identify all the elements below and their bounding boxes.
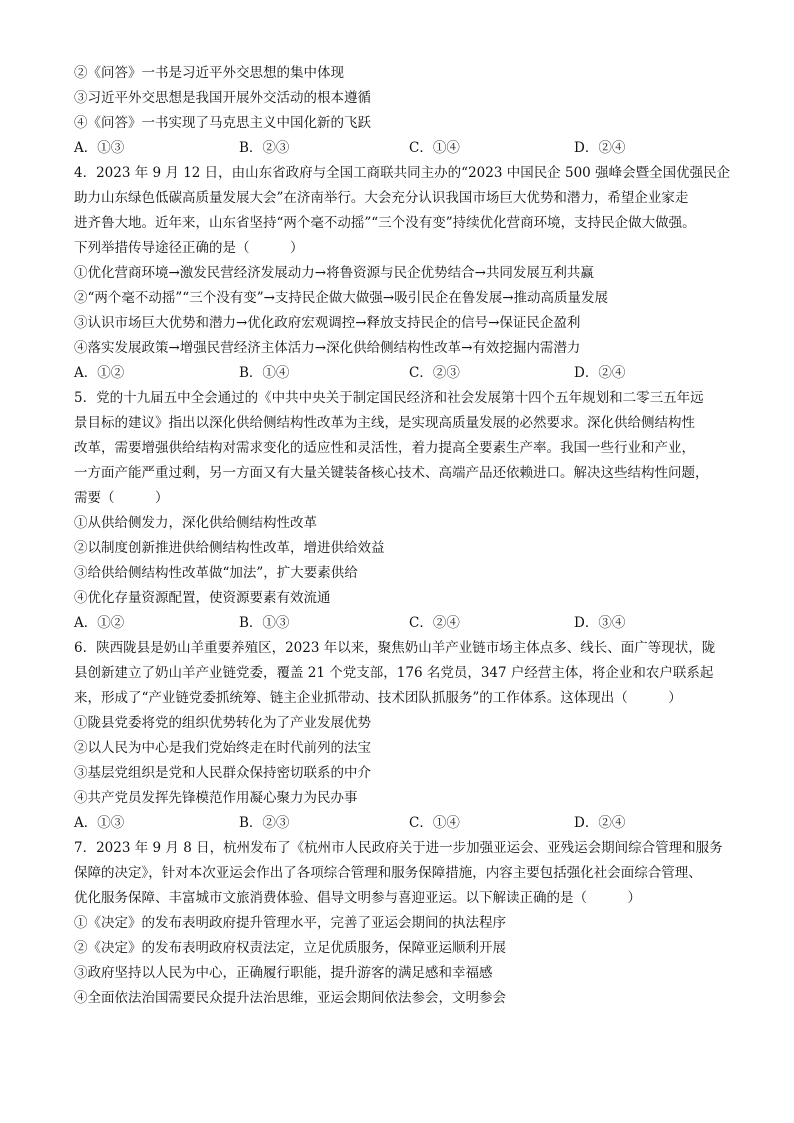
q4-option-c: C．②③ bbox=[409, 365, 460, 381]
q5-stem-line: 需要（ ） bbox=[74, 490, 169, 506]
q4-option-b: B．①④ bbox=[239, 365, 290, 381]
q4-stem-line: 进齐鲁大地。近年来，山东省坚持“两个毫不动摇”“三个没有变”持续优化营商环境，支持民企做大做强。 bbox=[74, 215, 696, 231]
q3-options bbox=[74, 139, 734, 157]
q5-statement-4: ④优化存量资源配置，使资源要素有效流通 bbox=[74, 590, 331, 606]
q4-option-a: A．①② bbox=[74, 365, 125, 381]
q5-option-c: C．②④ bbox=[409, 615, 460, 631]
q3-option-b: B．②③ bbox=[239, 140, 290, 156]
q3-option-a: A．①③ bbox=[74, 140, 125, 156]
q3-option-d: D．②④ bbox=[574, 140, 626, 156]
q7-stem-line: 保障的决定》，针对本次亚运会作出了各项综合管理和服务保障措施，内容主要包括强化社会面综合管理、 bbox=[74, 865, 702, 881]
q4-statement-1: ①优化营商环境→激发民营经济发展动力→将鲁资源与民企优势结合→共同发展互利共赢 bbox=[74, 265, 594, 281]
q5-option-a: A．①② bbox=[74, 615, 125, 631]
q7-statement-2: ②《决定》的发布表明政府权责法定，立足优质服务，保障亚运顺利开展 bbox=[74, 940, 506, 956]
q3-option-c: C．①④ bbox=[409, 140, 460, 156]
q6-stem-line: 6．陕西陇县是奶山羊重要养殖区，2023 年以来，聚焦奶山羊产业链市场主体点多、线长、面广等现状，陇 bbox=[74, 640, 716, 656]
q6-option-c: C．①④ bbox=[409, 815, 460, 831]
q6-stem-line: 县创新建立了奶山羊产业链党委，覆盖 21 个党支部，176 名党员，347 户经营主体，将企业和农户联系起 bbox=[74, 665, 714, 681]
q3-statement-4: ④《问答》一书实现了马克思主义中国化新的飞跃 bbox=[74, 115, 371, 131]
q7-statement-3: ③政府坚持以人民为中心，正确履行职能，提升游客的满足感和幸福感 bbox=[74, 965, 493, 981]
q4-stem-line: 下列举措传导途径正确的是（ ） bbox=[74, 240, 304, 256]
q5-stem-line: 改革，需要增强供给结构对需求变化的适应性和灵活性，着力提高全要素生产率。我国一些行业和产业， bbox=[74, 440, 695, 456]
q3-statement-3: ③习近平外交思想是我国开展外交活动的根本遵循 bbox=[74, 90, 371, 106]
q6-statement-1: ①陇县党委将党的组织优势转化为了产业发展优势 bbox=[74, 715, 371, 731]
q7-statement-4: ④全面依法治国需要民众提升法治思维，亚运会期间依法参会，文明参会 bbox=[74, 990, 506, 1006]
q5-options bbox=[74, 614, 734, 632]
q6-statement-2: ②以人民为中心是我们党始终走在时代前列的法宝 bbox=[74, 740, 371, 756]
q5-stem-line: 一方面产能严重过剩，另一方面又有大量关键装备核心技术、高端产品还依赖进口。解决这些结构性问题， bbox=[74, 465, 709, 481]
q6-stem-line: 来，形成了“产业链党委抓统筹、链主企业抓带动、技术团队抓服务”的工作体系。这体现出（ ） bbox=[74, 690, 682, 706]
q5-option-d: D．③④ bbox=[574, 615, 626, 631]
q5-stem-line: 5．党的十九届五中全会通过的《中共中央关于制定国民经济和社会发展第十四个五年规划和二零三五年远 bbox=[74, 390, 704, 406]
q5-statement-3: ③给供给侧结构性改革做“加法”，扩大要素供给 bbox=[74, 565, 358, 581]
q5-option-b: B．①③ bbox=[239, 615, 290, 631]
q7-statement-1: ①《决定》的发布表明政府提升管理水平，完善了亚运会期间的执法程序 bbox=[74, 915, 506, 931]
q5-statement-1: ①从供给侧发力，深化供给侧结构性改革 bbox=[74, 515, 317, 531]
q4-statement-2: ②“两个毫不动摇”“三个没有变”→支持民企做大做强→吸引民企在鲁发展→推动高质量发展 bbox=[74, 290, 609, 306]
q6-statement-4: ④共产党员发挥先锋模范作用凝心聚力为民办事 bbox=[74, 790, 358, 806]
q6-option-b: B．②③ bbox=[239, 815, 290, 831]
q6-statement-3: ③基层党组织是党和人民群众保持密切联系的中介 bbox=[74, 765, 371, 781]
q7-stem-line: 优化服务保障、丰富城市文旅消费体验、倡导文明参与喜迎亚运。以下解读正确的是（ ） bbox=[74, 890, 641, 906]
q4-stem-line: 4．2023 年 9 月 12 日，由山东省政府与全国工商联共同主办的“2023 中国民企 500 强峰会暨全国优强民企 bbox=[74, 165, 731, 181]
q6-option-d: D．②④ bbox=[574, 815, 626, 831]
q6-option-a: A．①③ bbox=[74, 815, 125, 831]
q4-stem-line: 助力山东绿色低碳高质量发展大会”在济南举行。大会充分认识我国市场巨大优势和潜力，希望企业家走 bbox=[74, 190, 689, 206]
q5-stem-line: 景目标的建议》指出以深化供给侧结构性改革为主线，是实现高质量发展的必然要求。深化供给侧结构性 bbox=[74, 415, 695, 431]
q3-statement-2: ②《问答》一书是习近平外交思想的集中体现 bbox=[74, 65, 344, 81]
q4-statement-3: ③认识市场巨大优势和潜力→优化政府宏观调控→释放支持民企的信号→保证民企盈利 bbox=[74, 315, 581, 331]
q5-statement-2: ②以制度创新推进供给侧结构性改革，增进供给效益 bbox=[74, 540, 385, 556]
q7-stem-line: 7．2023 年 9 月 8 日，杭州发布了《杭州市人民政府关于进一步加强亚运会、亚残运会期间综合管理和服务 bbox=[74, 840, 723, 856]
q4-option-d: D．②④ bbox=[574, 365, 626, 381]
q6-options bbox=[74, 814, 734, 832]
q4-options bbox=[74, 364, 734, 382]
q4-statement-4: ④落实发展政策→增强民营经济主体活力→深化供给侧结构性改革→有效挖掘内需潜力 bbox=[74, 340, 581, 356]
